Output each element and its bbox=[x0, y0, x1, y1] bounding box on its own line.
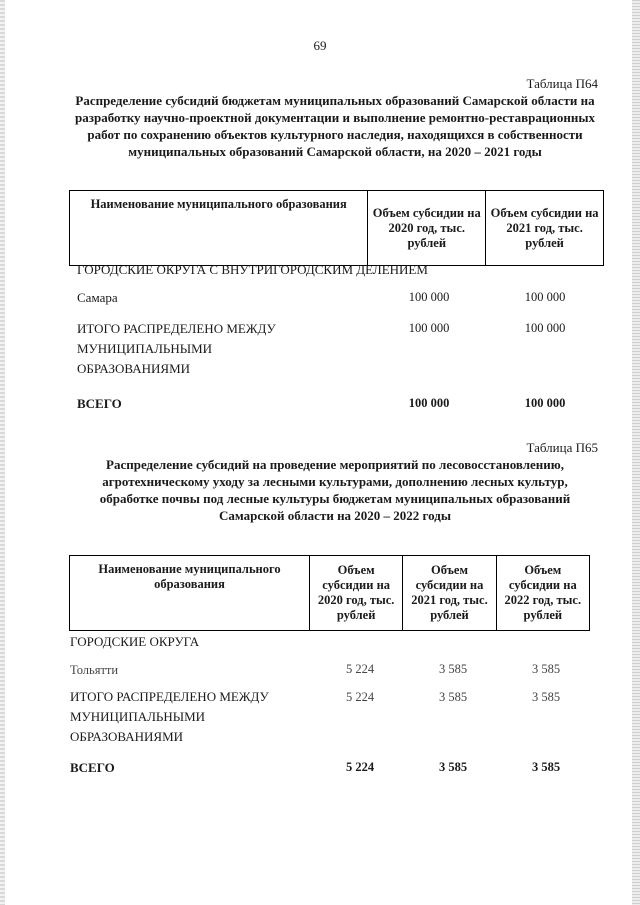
p64-subtotal-2021: 100 000 bbox=[524, 321, 566, 335]
p65-total-2021: 3 585 bbox=[438, 760, 468, 774]
table-p64-title: Распределение субсидий бюджетам муниципальных образований Самарской области на разработку научно-проектной документации и выполнение ремонтно-реставрационных работ по сохранению объектов культурного наследия, находящихся в собственности муниципальных образований Самарской области, на 2020 – 2021 годы bbox=[75, 93, 595, 159]
scan-edge-left bbox=[0, 0, 5, 905]
p65-total-name: ВСЕГО bbox=[70, 760, 115, 775]
p65-total-2022: 3 585 bbox=[531, 760, 561, 774]
p65-subtotal-2020: 5 224 bbox=[345, 690, 375, 704]
p64-header-name: Наименование муниципального образования bbox=[70, 191, 368, 266]
p65-header-2021: Объем субсидии на 2021 год, тыс. рублей bbox=[403, 556, 496, 631]
p64-subtotal-2020: 100 000 bbox=[408, 321, 450, 335]
p65-row-2021: 3 585 bbox=[438, 662, 468, 676]
table-p65-title: Распределение субсидий на проведение мероприятий по лесовосстановлению, агротехническому уходу за лесными культурами, дополнению лесных культур, обработке почвы под лесные культуры бюджетам муниципальных образований Самарской области на 2020 – 2022 годы bbox=[99, 457, 571, 523]
p65-subtotal-2021: 3 585 bbox=[438, 690, 468, 704]
p64-section-heading: ГОРОДСКИЕ ОКРУГА С ВНУТРИГОРОДСКИМ ДЕЛЕНИЕМ bbox=[77, 262, 428, 277]
p64-row-2021: 100 000 bbox=[524, 290, 566, 304]
table-p65-label: Таблица П65 bbox=[526, 440, 598, 455]
p64-total-2021: 100 000 bbox=[524, 396, 566, 410]
p65-header-name: Наименование муниципального образования bbox=[70, 556, 310, 631]
p64-row-2020: 100 000 bbox=[408, 290, 450, 304]
page-number: 69 bbox=[313, 38, 327, 53]
table-p65-header bbox=[69, 555, 590, 631]
p65-subtotal-2022: 3 585 bbox=[531, 690, 561, 704]
p64-subtotal-name: ИТОГО РАСПРЕДЕЛЕНО МЕЖДУ МУНИЦИПАЛЬНЫМИ ОБРАЗОВАНИЯМИ bbox=[77, 321, 276, 376]
p65-section-heading: ГОРОДСКИЕ ОКРУГА bbox=[70, 634, 200, 649]
p64-total-2020: 100 000 bbox=[408, 396, 450, 410]
p65-row-name: Тольятти bbox=[70, 663, 119, 677]
p65-row-2022: 3 585 bbox=[531, 662, 561, 676]
p64-header-2020: Объем субсидии на 2020 год, тыс. рублей bbox=[368, 191, 486, 266]
table-p64-label: Таблица П64 bbox=[526, 76, 598, 91]
p64-header-2021: Объем субсидии на 2021 год, тыс. рублей bbox=[486, 191, 604, 266]
p65-header-2020: Объем субсидии на 2020 год, тыс. рублей bbox=[309, 556, 402, 631]
p65-subtotal-name: ИТОГО РАСПРЕДЕЛЕНО МЕЖДУ МУНИЦИПАЛЬНЫМИ ОБРАЗОВАНИЯМИ bbox=[70, 689, 269, 744]
scan-edge-right bbox=[632, 0, 640, 905]
p65-header-2022: Объем субсидии на 2022 год, тыс. рублей bbox=[496, 556, 589, 631]
p65-total-2020: 5 224 bbox=[345, 760, 375, 774]
p64-row-name: Самара bbox=[77, 290, 118, 305]
p64-total-name: ВСЕГО bbox=[77, 396, 122, 411]
table-p64-header bbox=[69, 190, 604, 266]
p65-row-2020: 5 224 bbox=[345, 662, 375, 676]
